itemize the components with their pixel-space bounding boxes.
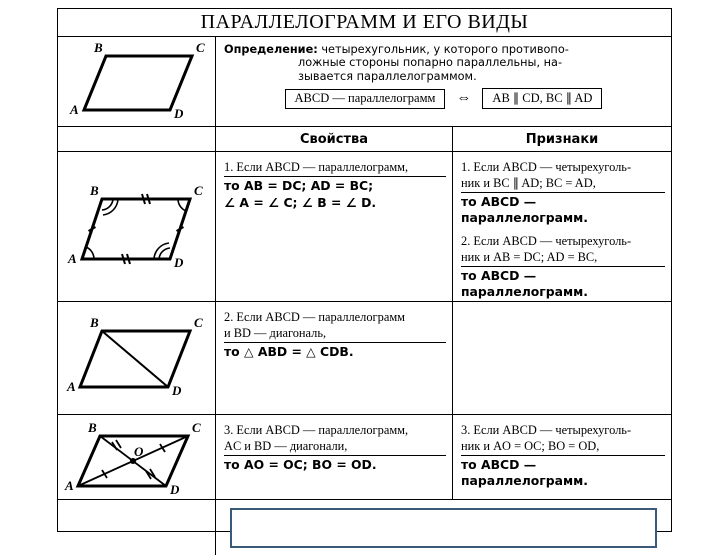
theorem-then-line-2: ∠ A = ∠ C; ∠ B = ∠ D.	[224, 194, 377, 210]
figure-cell-plain	[58, 37, 216, 126]
theorem-if-line-2: AC и BD — диагонали,	[224, 439, 446, 456]
definition-line-2: ложные стороны попарно параллельны, на-	[298, 56, 563, 70]
theorem-if-line-2: и BD — диагональ,	[224, 326, 446, 343]
figure-cell-diagonals	[58, 415, 216, 499]
definition-label: Определение:	[224, 43, 318, 56]
definition-line-1: четырехугольник, у которого противопо-	[321, 43, 569, 56]
label-c: C	[193, 182, 203, 198]
theorem-property-1	[224, 160, 446, 210]
theorem-if-line-1: 1. Если ABCD — четырехуголь-	[461, 160, 632, 174]
bottom-row	[58, 500, 671, 555]
definition-cell	[216, 37, 671, 126]
theorem-if-line-1: 2. Если ABCD — четырехуголь-	[461, 234, 632, 248]
figure-cell-diagonal	[58, 302, 216, 414]
theorem-then-line-1: то AB = DC; AD = BC;	[224, 178, 374, 193]
parallelogram-plain-figure	[62, 38, 212, 126]
table-header-row	[58, 127, 671, 152]
table-row	[58, 302, 671, 415]
label-d: D	[169, 482, 179, 497]
theorem-sign-1	[461, 160, 665, 225]
equivalence-arrow-icon: ⇔	[456, 90, 472, 107]
bottom-right-area	[216, 500, 671, 555]
theorem-then-line-1: то ABCD — параллелограмм.	[461, 194, 588, 225]
theorem-if-line-2: ник и AO = OC; BO = OD,	[461, 439, 665, 456]
signs-cell-2	[453, 302, 671, 414]
label-b: B	[89, 314, 99, 330]
parallelogram-diagonals-figure	[62, 414, 212, 500]
properties-cell-1	[216, 152, 453, 301]
table-row	[58, 152, 671, 302]
theorem-then-line-1: то ABCD — параллелограмм.	[461, 268, 588, 299]
definition-row	[58, 37, 671, 127]
parallelogram-diagonal-figure	[62, 311, 212, 406]
poster-title-bar	[58, 9, 671, 37]
theorem-if-line-2: ник и AB = DC; AD = BC,	[461, 250, 665, 267]
theorem-then-line-1: то △ ABD = △ CDB.	[224, 344, 354, 359]
header-blank-cell	[58, 127, 216, 151]
label-d: D	[173, 254, 183, 270]
theorem-sign-2	[461, 234, 665, 299]
label-a: A	[67, 250, 77, 266]
label-c: C	[195, 39, 205, 55]
theorem-property-3	[224, 423, 446, 473]
definition-line-3: зывается параллелограммом.	[298, 69, 477, 83]
label-d: D	[171, 382, 181, 398]
label-b: B	[89, 182, 99, 198]
theorem-if: 1. Если ABCD — параллелограмм,	[224, 160, 446, 177]
theorem-then-line-1: то ABCD — параллелограмм.	[461, 457, 588, 488]
empty-answer-box[interactable]	[230, 508, 658, 548]
bottom-left-blank	[58, 500, 216, 555]
page-title: ПАРАЛЛЕЛОГРАММ И ЕГО ВИДЫ	[200, 11, 529, 33]
theorem-sign-3	[461, 423, 665, 488]
label-d: D	[173, 105, 183, 121]
header-properties: Свойства	[216, 127, 453, 151]
figure-cell-marked	[58, 152, 216, 301]
label-b: B	[93, 39, 103, 55]
equivalence-left-box: ABCD — параллелограмм	[285, 89, 446, 109]
equivalence-right-box: AB ∥ CD, BC ∥ AD	[482, 88, 602, 109]
theorem-then-line-1: то AO = OC; BO = OD.	[224, 457, 377, 472]
table-row	[58, 415, 671, 500]
label-c: C	[193, 314, 203, 330]
theorem-if-line-2: ник и BC ∥ AD; BC = AD,	[461, 176, 665, 193]
label-b: B	[87, 420, 97, 435]
signs-cell-1	[453, 152, 671, 301]
signs-cell-3	[453, 415, 671, 499]
equivalence-row	[224, 88, 663, 109]
label-a: A	[66, 378, 76, 394]
properties-cell-3	[216, 415, 453, 499]
theorem-if-line-1: 2. Если ABCD — параллелограмм	[224, 310, 406, 324]
label-o: O	[133, 444, 143, 459]
properties-cell-2	[216, 302, 453, 414]
label-a: A	[64, 478, 74, 493]
label-a: A	[69, 101, 79, 117]
theorem-if-line-1: 3. Если ABCD — четырехуголь-	[461, 423, 632, 437]
label-c: C	[191, 420, 201, 435]
definition-text	[224, 43, 663, 83]
parallelogram-marked-figure	[62, 177, 212, 277]
theorem-if-line-1: 3. Если ABCD — параллелограмм,	[224, 423, 409, 437]
header-signs: Признаки	[525, 131, 599, 147]
poster-frame	[57, 8, 672, 532]
theorem-property-2	[224, 310, 446, 360]
